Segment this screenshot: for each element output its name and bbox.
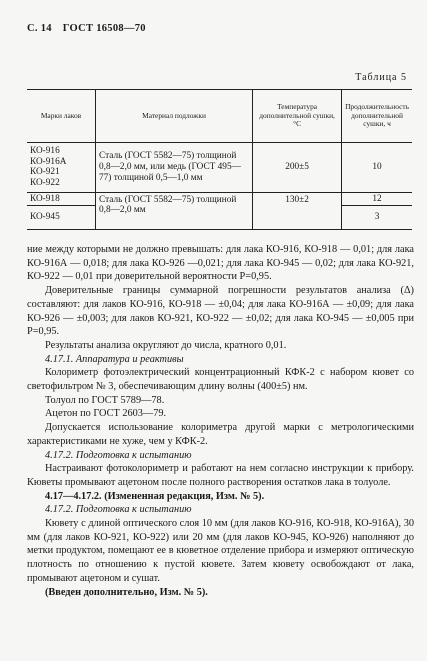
- cell-grades: КО-918: [27, 192, 96, 206]
- cell-temp: 200±5: [253, 143, 342, 193]
- table-label: Таблица 5: [355, 72, 407, 83]
- page-number: С. 14: [27, 23, 52, 34]
- body-text: [27, 243, 414, 599]
- paragraph: Толуол по ГОСТ 5789—78.: [45, 394, 165, 406]
- paragraph: Ацетон по ГОСТ 2603—79.: [45, 408, 167, 420]
- table-5: [27, 89, 412, 230]
- cell-time: 3: [342, 206, 412, 230]
- section-heading-4-17-2-new: 4.17.2. Подготовка к испытанию: [45, 504, 192, 516]
- paragraph: Доверительные границы суммарной погрешности результатов анализа (Δ) составляют: для лаков КО-916, КО-918 — ±0,04; для лака КО-916А — ±0,09; для лака КО-926 — ±0,003; для лаков КО-921, КО-922 — ±0,02; для лака КО-945 — ±0,005 при P=0,95.: [27, 285, 414, 338]
- table-row: [27, 143, 412, 193]
- cell-time: 12: [342, 192, 412, 206]
- cell-grades: КО-916 КО-916А КО-921 КО-922: [27, 143, 96, 193]
- col-header-grades: Марки лаков: [27, 90, 96, 143]
- col-header-material: Материал подложки: [96, 90, 253, 143]
- paragraph: Допускается использование колориметра другой марки с метрологическими характеристиками не хуже, чем у КФК-2.: [27, 422, 414, 447]
- paragraph: ние между которыми не должно превышать: для лака КО-916, КО-918 — 0,01; для лака КО-916А — 0,018; для лака КО-926 —0,021; для лака КО-945 — 0,02; для лака КО-921, КО-922 — 0,01 при доверительной вероятности P=0,95.: [27, 244, 414, 283]
- section-heading-4-17-2: 4.17.2. Подготовка к испытанию: [45, 449, 192, 461]
- amendment-note: (Введен дополнительно, Изм. № 5).: [45, 586, 208, 598]
- cell-temp: 130±2: [253, 192, 342, 229]
- paragraph: Результаты анализа округляют до числа, кратного 0,01.: [45, 339, 287, 351]
- cell-grades: КО-945: [27, 206, 96, 230]
- col-header-temp: Температура дополнительной сушки, °С: [253, 90, 342, 143]
- cell-time: 10: [342, 143, 412, 193]
- amendment-note: 4.17—4.17.2. (Измененная редакция, Изм. № 5).: [45, 490, 265, 502]
- standard-id: ГОСТ 16508—70: [62, 23, 146, 34]
- cell-material: Сталь (ГОСТ 5582—75) толщиной 0,8—2,0 мм, или медь (ГОСТ 495—77) толщиной 0,5—1,0 мм: [96, 143, 253, 193]
- table-row: [27, 192, 412, 206]
- section-heading-4-17-1: 4.17.1. Аппаратура и реактивы: [45, 353, 184, 365]
- paragraph: Настраивают фотоколориметр и работают на нем согласно инструкции к прибору. Кюветы промывают ацетоном после полного растворения остатков лака в толуоле.: [27, 463, 414, 488]
- cell-material: Сталь (ГОСТ 5582—75) толщиной 0,8—2,0 мм: [96, 192, 253, 229]
- paragraph: Кювету с длиной оптического слоя 10 мм (для лаков КО-916, КО-918, КО-916А), 30 мм (для лаков КО-921, КО-922) или 20 мм (для лаков КО-945, КО-926) наполняют до метки продуктом, помещают ее в кюветное отделение прибора и измеряют оптическую плотность по отношению к пустой кювете. Затем кювету освобождают от лака, промывают ацетоном и сушат.: [27, 518, 414, 584]
- page-header: [27, 23, 154, 34]
- paragraph: Колориметр фотоэлектрический концентрационный КФК-2 с набором кювет со светофильтром № 3, обеспечивающим длину волны (400±5) нм.: [27, 367, 414, 393]
- col-header-time: Продолжительность дополнительной сушки, ч: [342, 90, 412, 143]
- table-header-row: [27, 90, 412, 143]
